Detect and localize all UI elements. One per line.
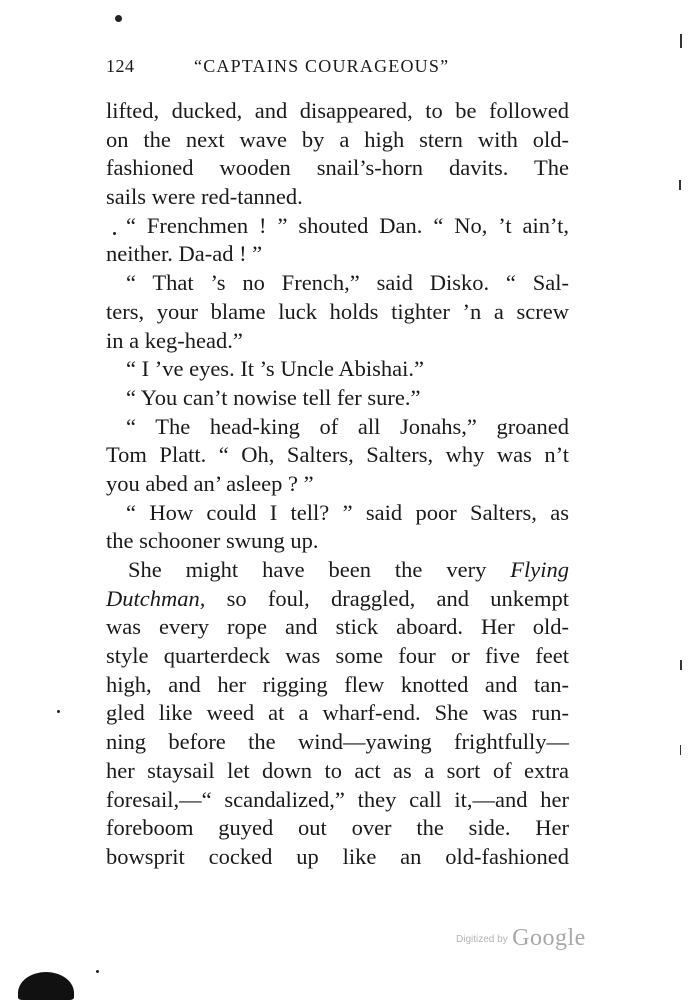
margin-mark bbox=[680, 34, 682, 48]
text-line: foreboom guyed out over the side. Her bbox=[106, 815, 569, 841]
ink-speck bbox=[113, 232, 116, 235]
margin-mark bbox=[679, 180, 681, 190]
ink-blot bbox=[18, 972, 74, 1000]
running-title: “CAPTAINS COURAGEOUS” bbox=[194, 56, 450, 76]
text-line: bowsprit cocked up like an old-fashioned bbox=[106, 843, 569, 869]
text-line: “ How could I tell? ” said poor Salters, as bbox=[126, 499, 569, 525]
digitized-by-label: Digitized by bbox=[456, 934, 508, 945]
text-line: “ I ’ve eyes. It ’s Uncle Abishai.” bbox=[126, 356, 425, 382]
text-line: was every rope and stick aboard. Her old- bbox=[106, 614, 569, 640]
text-line: her staysail let down to act as a sort of extra bbox=[106, 757, 569, 783]
text-segment: so foul, draggled, and unkempt bbox=[205, 585, 569, 611]
text-line: “ That ’s no French,” said Disko. “ Sal- bbox=[126, 270, 569, 296]
text-line: gled like weed at a wharf-end. She was run- bbox=[106, 700, 569, 726]
text-line: on the next wave by a high stern with old- bbox=[106, 126, 569, 152]
text-line: ning before the wind—yawing frightfully— bbox=[106, 729, 569, 755]
ink-speck bbox=[57, 710, 60, 713]
text-line: sails were red-tanned. bbox=[106, 184, 303, 210]
text-line bbox=[106, 556, 569, 585]
page-number: 124 bbox=[106, 56, 135, 76]
margin-mark bbox=[680, 745, 681, 755]
text-line: “ The head-king of all Jonahs,” groaned bbox=[126, 413, 569, 439]
digitized-by-google-watermark bbox=[456, 925, 586, 952]
text-line: in a keg-head.” bbox=[106, 327, 243, 353]
text-line: Tom Platt. “ Oh, Salters, Salters, why was n’t bbox=[106, 442, 569, 468]
ship-name-italic: Dutchman, bbox=[106, 585, 206, 611]
text-line: the schooner swung up. bbox=[106, 528, 319, 554]
margin-mark bbox=[680, 660, 682, 670]
text-line: “ You can’t nowise tell fer sure.” bbox=[126, 384, 421, 410]
body-text bbox=[106, 97, 569, 872]
text-line: high, and her rigging flew knotted and tan- bbox=[106, 671, 569, 697]
text-line: you abed an’ asleep ? ” bbox=[106, 470, 314, 496]
text-line: neither. Da-ad ! ” bbox=[106, 241, 263, 267]
text-line: fashioned wooden snail’s-horn davits. The bbox=[106, 155, 569, 181]
text-line: lifted, ducked, and disappeared, to be followed bbox=[106, 98, 569, 123]
text-line: “ Frenchmen ! ” shouted Dan. “ No, ’t ain’t, bbox=[126, 212, 569, 238]
text-line: ters, your blame luck holds tighter ’n a screw bbox=[106, 298, 569, 324]
ink-speck bbox=[96, 970, 99, 973]
text-segment: She might have been the very bbox=[128, 557, 511, 582]
google-logo: Google bbox=[512, 925, 586, 951]
ship-name-italic: Flying bbox=[510, 557, 569, 582]
text-line: style quarterdeck was some four or five feet bbox=[106, 643, 569, 669]
page-header bbox=[106, 56, 569, 82]
ink-speck bbox=[115, 15, 122, 22]
text-line: foresail,—“ scandalized,” they call it,—and her bbox=[106, 786, 569, 812]
text-line bbox=[106, 585, 569, 614]
